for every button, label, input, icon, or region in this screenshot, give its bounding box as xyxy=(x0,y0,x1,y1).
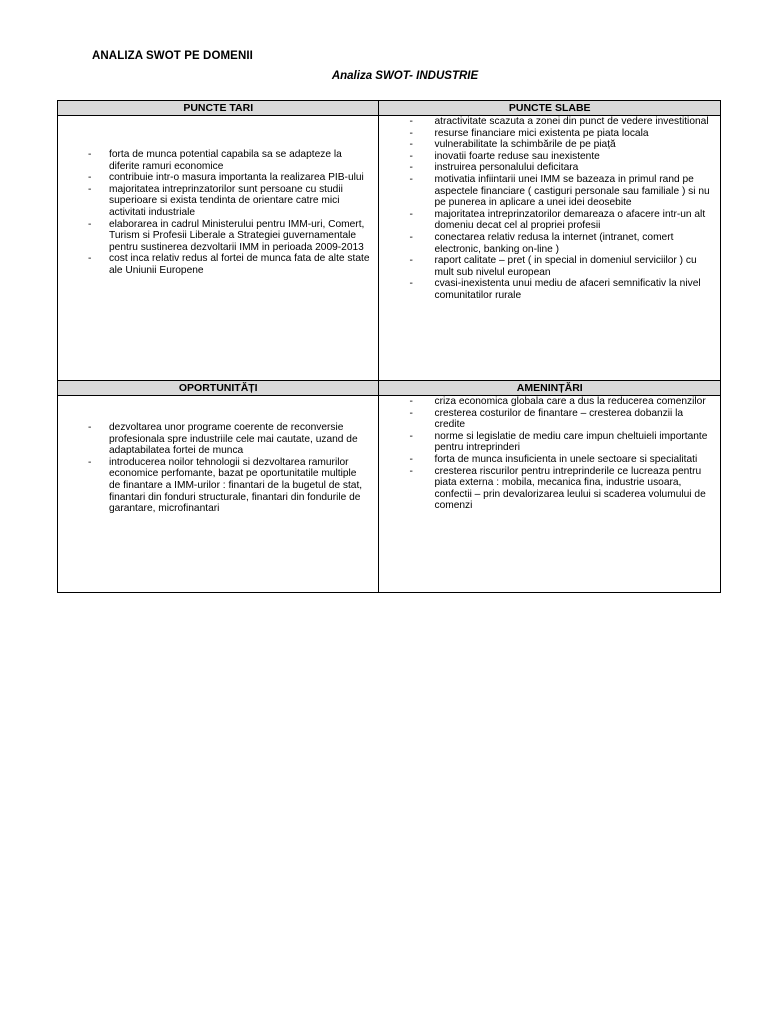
list-item-text: cresterea costurilor de finantare – cresterea dobanzii la credite xyxy=(434,407,684,431)
list-item-text: atractivitate scazuta a zonei din punct de vedere investitional xyxy=(434,116,709,127)
list-item xyxy=(58,184,378,219)
bullet-dash: - xyxy=(409,162,413,174)
bullet-dash: - xyxy=(409,127,413,139)
content-row-top xyxy=(58,116,721,381)
list-item-text: vulnerabilitate la schimbările de pe piață xyxy=(434,139,616,151)
bullet-dash: - xyxy=(88,456,92,468)
header-row-bottom xyxy=(58,381,721,396)
opportunities-list xyxy=(58,396,378,515)
list-item-text: resurse financiare mici existenta pe piata locala xyxy=(434,127,649,139)
bullet-dash: - xyxy=(409,396,413,407)
list-item xyxy=(58,149,378,172)
list-item-text: majoritatea intreprinzatorilor demareaza o afacere intr-un alt domeniu decat cel al propriei profesii xyxy=(434,208,706,232)
list-item xyxy=(379,431,720,454)
document-title: ANALIZA SWOT PE DOMENII xyxy=(92,50,253,62)
list-item-text: motivatia infiintarii unei IMM se bazeaza in primul rand pe aspectele financiare ( castiguri personale sau familiale ) si nu pe punerea in aplicare a unei idei deosebite xyxy=(434,173,710,209)
bullet-dash: - xyxy=(88,149,92,160)
weaknesses-cell xyxy=(379,116,721,381)
strengths-list xyxy=(58,116,378,277)
list-item-text: instruirea personalului deficitara xyxy=(434,162,579,174)
list-item xyxy=(58,457,378,515)
list-item xyxy=(379,116,720,128)
bullet-dash: - xyxy=(409,208,413,220)
list-item xyxy=(58,172,378,184)
bullet-dash: - xyxy=(88,253,92,265)
bullet-dash: - xyxy=(409,116,413,127)
list-item-text: majoritatea intreprinzatorilor sunt persoane cu studii superioare si exista tendinta de orientare catre mici activitati industriale xyxy=(109,183,343,218)
bullet-dash: - xyxy=(88,422,92,433)
list-item xyxy=(58,219,378,254)
list-item xyxy=(58,422,378,457)
list-item xyxy=(379,151,720,163)
bullet-dash: - xyxy=(88,183,92,195)
bullet-dash: - xyxy=(409,231,413,243)
weaknesses-list xyxy=(379,116,720,302)
bullet-dash: - xyxy=(409,255,413,267)
list-item-text: introducerea noilor tehnologii si dezvoltarea ramurilor economice perfomante, bazat pe oportunitatile multiple de finantare a IMM-urilor : finantari de la bugetul de stat, finantari din fonduri structurale, finantari din fondurile de garantare, microfinantari xyxy=(109,456,363,515)
header-row-top xyxy=(58,101,721,116)
bullet-dash: - xyxy=(88,218,92,230)
list-item-text: forta de munca insuficienta in unele sectoare si specialitati xyxy=(434,453,698,465)
bullet-dash: - xyxy=(409,430,413,442)
bullet-dash: - xyxy=(409,139,413,151)
strengths-header: PUNCTE TARI xyxy=(58,101,379,116)
threats-header: AMENINȚĂRI xyxy=(379,381,721,396)
list-item-text: criza economica globala care a dus la reducerea comenzilor xyxy=(434,396,706,407)
document-subtitle: Analiza SWOT- INDUSTRIE xyxy=(331,70,479,82)
threats-list xyxy=(379,396,720,512)
bullet-dash: - xyxy=(88,172,92,184)
threats-cell xyxy=(379,396,721,593)
list-item-text: dezvoltarea unor programe coerente de reconversie profesionala spre industriile cele mai cautate, uzand de adaptabilatea fortei de munca xyxy=(109,422,358,457)
list-item xyxy=(379,466,720,512)
list-item-text: forta de munca potential capabila sa se adapteze la diferite ramuri economice xyxy=(109,149,342,172)
opportunities-header: OPORTUNITĂȚI xyxy=(58,381,379,396)
list-item xyxy=(379,232,720,255)
list-item xyxy=(58,253,378,276)
list-item-text: elaborarea in cadrul Ministerului pentru IMM-uri, Comert, Turism si Profesii Liberale a Strategiei guvernamentale pentru sustinerea dezvoltarii IMM in perioada 2009-2013 xyxy=(109,218,365,253)
opportunities-cell xyxy=(58,396,379,593)
bullet-dash: - xyxy=(409,407,413,419)
list-item-text: cvasi-inexistenta unui mediu de afaceri semnificativ la nivel comunitatilor rurale xyxy=(434,278,701,301)
bullet-dash: - xyxy=(409,150,413,162)
list-item xyxy=(379,162,720,174)
list-item xyxy=(379,209,720,232)
content-row-bottom xyxy=(58,396,721,593)
list-item xyxy=(379,454,720,466)
bullet-dash: - xyxy=(409,173,413,185)
list-item-text: inovatii foarte reduse sau inexistente xyxy=(434,150,600,162)
swot-table xyxy=(57,100,721,593)
bullet-dash: - xyxy=(409,278,413,290)
list-item xyxy=(379,128,720,140)
list-item xyxy=(379,408,720,431)
list-item xyxy=(379,396,720,408)
list-item xyxy=(379,139,720,151)
strengths-cell xyxy=(58,116,379,381)
weaknesses-header: PUNCTE SLABE xyxy=(379,101,721,116)
list-item-text: cresterea riscurilor pentru intreprinderile ce lucreaza pentru piata externa : mobila, mecanica fina, industrie usoara, confectii – prin devalorizarea leului si scaderea volumului de comenzi xyxy=(434,465,706,512)
bullet-dash: - xyxy=(409,465,413,477)
list-item xyxy=(379,278,720,301)
bullet-dash: - xyxy=(409,453,413,465)
list-item xyxy=(379,255,720,278)
list-item-text: cost inca relativ redus al fortei de munca fata de alte state ale Uniunii Europene xyxy=(109,253,370,276)
list-item-text: norme si legislatie de mediu care impun cheltuieli importante pentru intreprinderi xyxy=(434,430,708,454)
list-item-text: raport calitate – pret ( in special in domeniul serviciilor ) cu mult sub nivelul european xyxy=(434,255,697,278)
list-item xyxy=(379,174,720,209)
list-item-text: contribuie intr-o masura importanta la realizarea PIB-ului xyxy=(109,172,364,184)
list-item-text: conectarea relativ redusa la internet (intranet, comert electronic, banking on-line ) xyxy=(434,231,674,255)
